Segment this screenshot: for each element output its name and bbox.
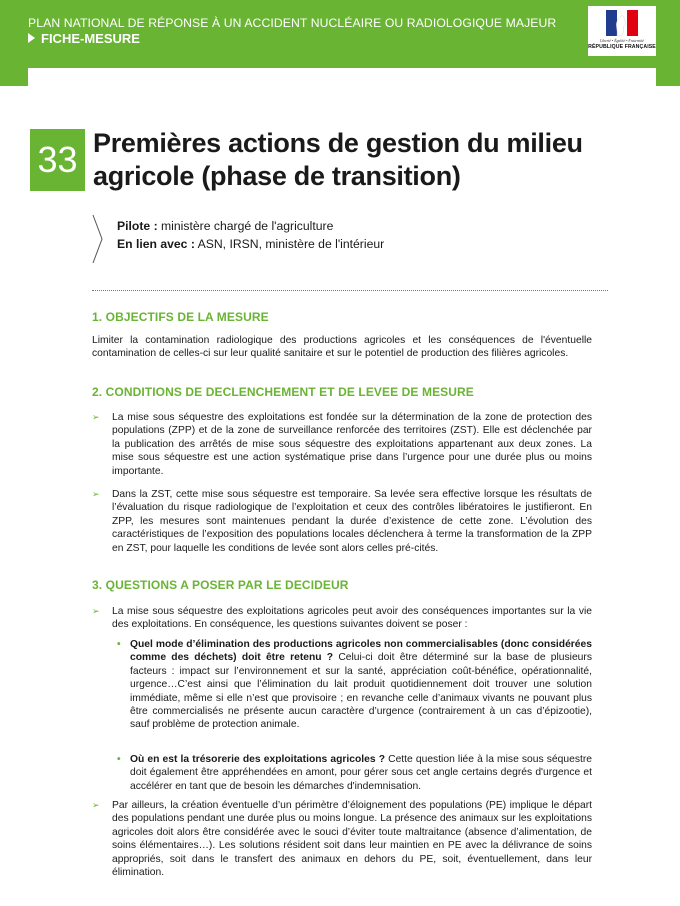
bullet-arrow-icon: ➢ xyxy=(92,489,100,499)
logo-republic-name: RÉPUBLIQUE FRANÇAISE xyxy=(588,44,656,50)
page-title: Premières actions de gestion du milieu agricole (phase de transition) xyxy=(93,128,583,191)
section-3-subitem-1 xyxy=(130,638,592,732)
sub-answer-2: Cette question liée à la mise sous séquestre doit également être appréhendées en amont, pour gérer sous cet angle certains degrés d'urgence et accélérer en tant que de besoin les démarches d'indemnisation. xyxy=(130,754,592,792)
bullet-arrow-icon: ➢ xyxy=(92,412,100,422)
marianne-flag-icon xyxy=(588,6,656,40)
sub-answer-1: Celui-ci doit être déterminé sur la base de plusieurs facteurs : impact sur l’environnement et sur la santé, appréciation coût-bénéfice, opérationnalité, urgence…C’est ainsi que l’élimination du lait produit quotidiennement doit trouver une solution immédiate, même si elle n’est que provisoire ; en revanche celle d’animaux vivants ne pouvant plus être commercialisés ne présente aucun caractère d’urgence (contrairement à un cas d’épizootie), sauf problème de protection animale. xyxy=(130,652,592,731)
pilot-block xyxy=(117,217,384,253)
arrow-right-icon xyxy=(28,33,35,43)
section-3-bullet-2: Par ailleurs, la création éventuelle d’un périmètre d’éloignement des populations (PE) implique le départ des populations pendant une durée plus ou moins longue. La présence des animaux sur les exploitations agricoles doit alors être considérée avec le souci d’éviter toute maltraitance (absence d’alimentation, de soins élémentaires…). Les solutions résident soit dans leur maintien en PE avec la délivrance de soins appropriés, soit dans le transfert des animaux en dehors du PE, soit, éventuellement, dans leur élimination. xyxy=(112,800,592,879)
list-item xyxy=(92,488,592,555)
list-item xyxy=(92,605,592,632)
logo-motto: Liberté • Égalité • Fraternité xyxy=(600,39,644,43)
section-2-bullet-1: La mise sous séquestre des exploitations est fondée sur la détermination de la zone de protection des populations (ZPP) et de la zone de surveillance renforcée des territoires (ZST). Elle est déclenchée par la publication des arrêtés de mise sous séquestre des exploitations appartenant aux deux zones. La mise sous séquestre est une action systématique prise dans l’urgence pour une durée plus ou moins importante. xyxy=(112,412,592,477)
section-3-bullet-1: La mise sous séquestre des exploitations agricoles peut avoir des conséquences importantes sur la vie des exploitations. En conséquence, les questions suivantes doivent se poser : xyxy=(112,606,592,631)
bullet-arrow-icon: ➢ xyxy=(92,606,100,616)
pilot-label: Pilote : xyxy=(117,219,158,233)
list-item xyxy=(117,753,592,793)
section-2-heading: 2. CONDITIONS DE DECLENCHEMENT ET DE LEVEE DE MESURE xyxy=(92,385,474,399)
chevron-right-icon xyxy=(91,213,105,265)
republique-francaise-logo xyxy=(588,6,656,56)
pilot-value: ministère chargé de l'agriculture xyxy=(161,219,334,233)
section-2-bullet-2: Dans la ZST, cette mise sous séquestre est temporaire. Sa levée sera effective lorsque les résultats de l’évaluation du risque radiologique de l’exploitation et ceux des contrôles libératoires le justifieront. En ZPP, les mesures sont maintenues pendant la durée d’existence de cette zone. L’évolution des caractéristiques de l’exposition des populations locales déclenchera à terme la transformation de la ZPP en ZST, pour laquelle les conditions de levée sont alors celles pré-cités. xyxy=(112,489,592,554)
section-1-text: Limiter la contamination radiologique des productions agricoles et les conséquences de l'éventuelle contamination de celles-ci sur leur qualité sanitaire et sur le potentiel de production des filières agricoles. xyxy=(92,335,592,360)
bullet-arrow-icon: ➢ xyxy=(92,800,100,810)
sub-question-1: Quel mode d’élimination des productions agricoles non commercialisables (donc considérées comme des déchets) doit être retenu ? xyxy=(130,639,592,664)
list-item xyxy=(92,799,592,879)
section-3-heading: 3. QUESTIONS A POSER PAR LE DECIDEUR xyxy=(92,578,349,592)
link-line xyxy=(117,235,384,253)
bullet-dot-icon: • xyxy=(117,639,121,650)
sub-question-2: Où en est la trésorerie des exploitations agricoles ? xyxy=(130,754,386,765)
fiche-mesure-text: FICHE-MESURE xyxy=(41,31,140,46)
list-item xyxy=(92,411,592,478)
link-value: ASN, IRSN, ministère de l'intérieur xyxy=(197,237,385,251)
section-3-subitem-2 xyxy=(130,753,592,793)
dotted-divider xyxy=(92,290,608,291)
bullet-dot-icon: • xyxy=(117,754,121,765)
section-1-heading: 1. OBJECTIFS DE LA MESURE xyxy=(92,310,269,324)
measure-number-badge: 33 xyxy=(30,129,85,191)
plan-title: PLAN NATIONAL DE RÉPONSE À UN ACCIDENT NUCLÉAIRE OU RADIOLOGIQUE MAJEUR xyxy=(28,16,557,30)
pilot-line xyxy=(117,217,384,235)
list-item xyxy=(117,638,592,732)
header-white-strip xyxy=(28,68,656,88)
fiche-mesure-label xyxy=(28,31,140,46)
link-label: En lien avec : xyxy=(117,237,195,251)
